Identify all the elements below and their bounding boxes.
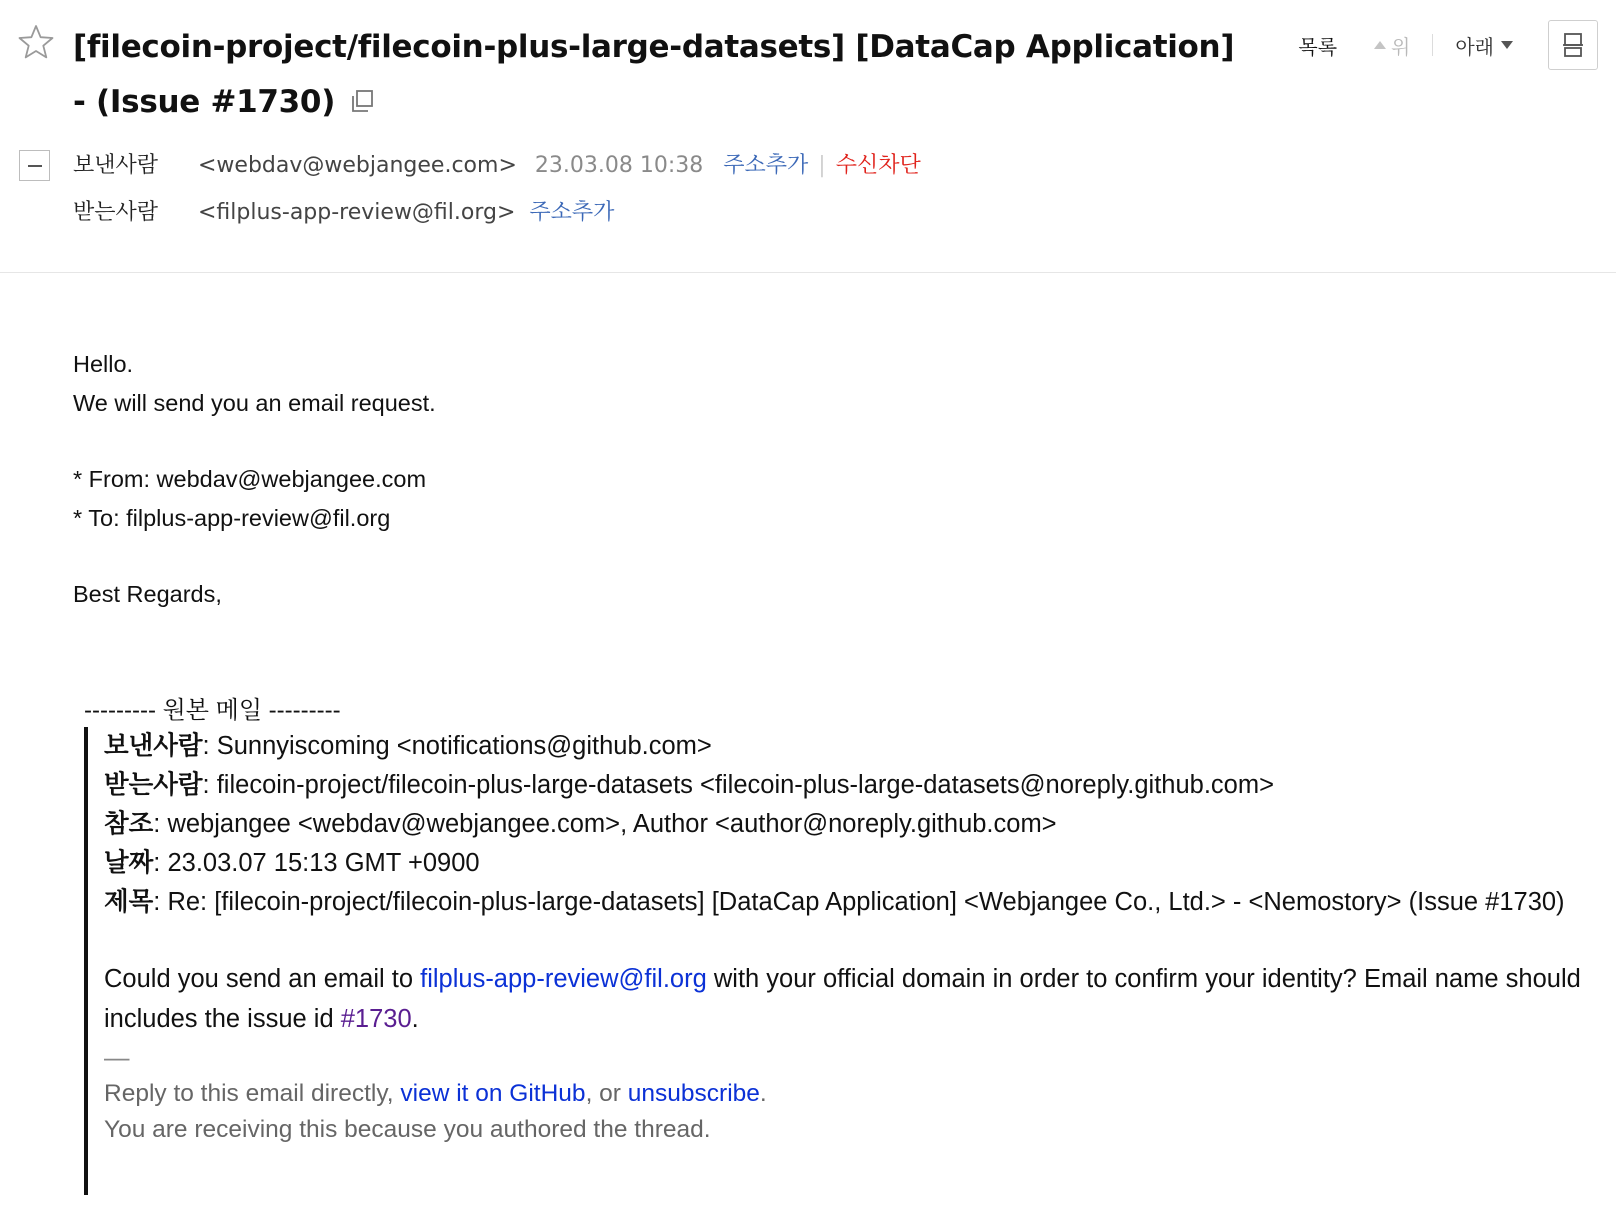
intro-text: We will send you an email request.: [73, 389, 436, 416]
field-value: : webjangee <webdav@webjangee.com>, Author <author@noreply.github.com>: [153, 810, 1057, 838]
footer-text: Reply to this email directly,: [104, 1080, 401, 1107]
recipient-row: [73, 195, 614, 226]
print-icon: [1561, 32, 1585, 58]
greeting: Hello.: [73, 351, 134, 377]
original-date: [104, 844, 1588, 883]
previous-button[interactable]: [1373, 31, 1410, 60]
to-line: * To: filplus-app-review@fil.org: [73, 504, 391, 531]
message-text: Could you send an email to: [104, 965, 421, 993]
caret-up-icon: [1373, 40, 1387, 50]
signature-separator: —: [104, 1044, 130, 1072]
field-label: 보낸사람: [104, 732, 203, 760]
sender-row: [73, 148, 921, 179]
field-label: 받는사람: [104, 771, 203, 799]
recipient-label: 받는사람: [73, 200, 159, 225]
original-cc: [104, 805, 1588, 844]
original-mail-quote: [84, 727, 1588, 1195]
recipient-address[interactable]: <filplus-app-review@fil.org>: [198, 200, 516, 225]
sent-datetime: 23.03.08 10:38: [534, 153, 704, 178]
next-label: 아래: [1455, 34, 1494, 59]
add-sender-address-link[interactable]: 주소추가: [723, 153, 809, 178]
add-recipient-address-link[interactable]: 주소추가: [529, 200, 615, 225]
email-link[interactable]: filplus-app-review@fil.org: [420, 965, 707, 993]
next-button[interactable]: [1455, 31, 1514, 60]
mail-subject-text: [filecoin-project/filecoin-plus-large-datasets] [DataCap Application] - (Issue #1730): [73, 29, 1235, 120]
field-label: 날짜: [104, 849, 154, 877]
field-label: 참조: [104, 810, 154, 838]
from-line: * From: webdav@webjangee.com: [73, 466, 427, 492]
original-subject: [104, 883, 1588, 922]
unsubscribe-link[interactable]: unsubscribe: [627, 1080, 760, 1107]
field-label: 제목: [104, 888, 154, 916]
original-mail-header: --------- 원본 메일 ---------: [84, 697, 341, 724]
message-text: with your official domain in order to confirm your identity? Email name should includes the issue id: [104, 965, 1581, 1033]
print-button[interactable]: [1548, 20, 1598, 70]
mail-subject: [73, 20, 1253, 130]
list-button[interactable]: 목록: [1298, 34, 1338, 59]
closing: Best Regards,: [73, 581, 222, 607]
view-on-github-link[interactable]: view it on GitHub: [400, 1080, 586, 1107]
issue-link[interactable]: #1730: [340, 1005, 412, 1033]
original-from: [104, 727, 1588, 766]
original-to: [104, 766, 1588, 805]
minus-icon: [28, 165, 42, 167]
header-divider: [0, 272, 1616, 273]
block-sender-link[interactable]: 수신차단: [835, 153, 921, 178]
toolbar-divider: [1432, 34, 1433, 56]
previous-label: 위: [1391, 34, 1411, 59]
original-message: [104, 959, 1588, 1039]
collapse-header-button[interactable]: [19, 150, 50, 181]
link-divider: |: [818, 153, 826, 178]
star-icon[interactable]: [18, 24, 54, 60]
sender-label: 보낸사람: [73, 153, 159, 178]
field-value: : filecoin-project/filecoin-plus-large-datasets <filecoin-plus-large-datasets@noreply.github.com>: [202, 771, 1274, 799]
field-value: : 23.03.07 15:13 GMT +0900: [153, 849, 480, 877]
receiving-reason: You are receiving this because you authored the thread.: [104, 1116, 711, 1143]
footer-text: , or: [585, 1080, 628, 1107]
message-text: .: [411, 1005, 419, 1033]
field-value: : Sunnyiscoming <notifications@github.com>: [202, 732, 712, 760]
copy-icon[interactable]: [349, 88, 375, 114]
mail-toolbar: [1298, 20, 1598, 70]
field-value: : Re: [filecoin-project/filecoin-plus-large-datasets] [DataCap Application] <Webjangee Co., Ltd.> - <Nemostory> (Issue #1730): [153, 888, 1565, 916]
sender-address[interactable]: <webdav@webjangee.com>: [198, 153, 517, 178]
mail-body: [73, 345, 1523, 614]
footer-text: .: [759, 1080, 767, 1107]
reply-footer: [104, 1076, 1588, 1112]
caret-down-icon: [1500, 40, 1514, 50]
